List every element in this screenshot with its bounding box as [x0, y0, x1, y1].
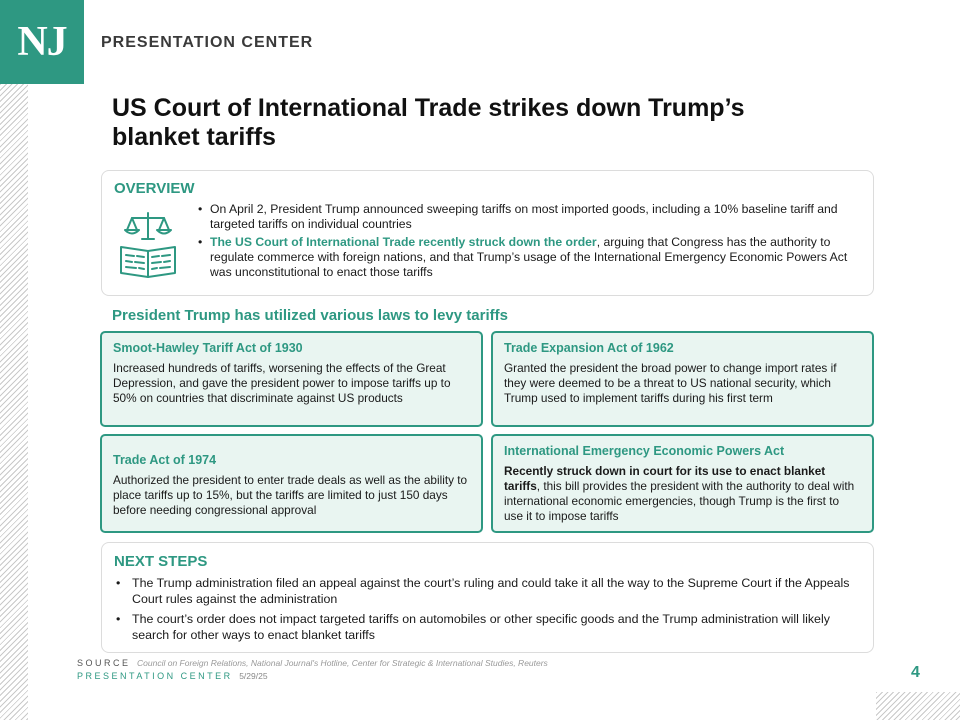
- law-card-body: Increased hundreds of tariffs, worsening the effects of the Great Depression, and gave the president power to impose tariffs up to 50% on countries that discriminate against US products: [113, 361, 451, 405]
- law-card-title: Smoot-Hawley Tariff Act of 1930: [113, 341, 303, 355]
- law-card-body-rest: , this bill provides the president with the authority to deal with international economic emergencies, though Trump is the first to use it to impose tariffs: [504, 479, 855, 523]
- source-text: Council on Foreign Relations, National Journal's Hotline, Center for Strategic & International Studies, Reuters: [137, 658, 548, 668]
- next-steps-list: [114, 575, 862, 647]
- law-card-title: International Emergency Economic Powers Act: [504, 444, 785, 458]
- next-steps-bullet: • The court’s order does not impact targeted tariffs on automobiles or other specific goods and the Trump administration will likely search for other ways to enact blanket tariffs: [114, 611, 862, 643]
- overview-list: [194, 202, 858, 283]
- law-card-title: Trade Act of 1974: [113, 453, 217, 467]
- law-card-body: Granted the president the broad power to change import rates if they were deemed to be a threat to US national security, which Trump used to implement tariffs during his first term: [504, 361, 837, 405]
- footer-date: 5/29/25: [239, 671, 268, 681]
- overview-bullet-text: , arguing that Congress has the authority to regulate commerce with foreign nations, and that Trump’s usage of the International Emergency Economic Powers Act was unconstitutional to enact those tariffs: [210, 235, 848, 279]
- source-line: [77, 658, 548, 668]
- law-card-body: [504, 464, 861, 524]
- overview-highlight-text: The US Court of International Trade recently struck down the order: [210, 235, 597, 249]
- decorative-stripes-left: [0, 84, 28, 720]
- scales-of-justice-book-icon: [118, 209, 178, 279]
- law-card-body: Authorized the president to enter trade deals as well as the ability to place tariffs up to 15%, but the tariffs are limited to just 150 days before needing congressional approval: [113, 473, 468, 517]
- law-card-smoot-hawley: [100, 331, 483, 427]
- law-card-trade-expansion: [491, 331, 874, 427]
- decorative-stripes-bottom-right: [876, 692, 960, 720]
- slide-title: US Court of International Trade strikes down Trump’s blanket tariffs: [112, 94, 745, 151]
- next-steps-heading: NEXT STEPS: [114, 553, 208, 570]
- laws-heading: President Trump has utilized various laws to levy tariffs: [112, 307, 508, 324]
- overview-bullet: [194, 235, 858, 280]
- overview-panel: [101, 170, 874, 296]
- footer-center-label: PRESENTATION CENTER: [77, 671, 233, 681]
- source-label: SOURCE: [77, 658, 131, 668]
- next-steps-panel: [101, 542, 874, 653]
- page-number: 4: [911, 664, 920, 681]
- next-steps-bullet: • The Trump administration filed an appeal against the court’s ruling and could take it all the way to the Supreme Court if the Appeals Court rules against the administration: [114, 575, 862, 607]
- footer-line: [77, 671, 268, 681]
- brand-name: PRESENTATION CENTER: [101, 34, 314, 51]
- overview-heading: OVERVIEW: [114, 180, 195, 197]
- nj-logo: NJ: [0, 0, 84, 84]
- overview-bullet: [194, 202, 858, 232]
- law-card-body-bold: Recently struck down in court for its use to enact blanket tariffs: [504, 464, 826, 493]
- overview-bullet-text: On April 2, President Trump announced sweeping tariffs on most imported goods, including a 10% baseline tariff and targeted tariffs on individual countries: [210, 202, 838, 231]
- law-card-trade-act-1974: [100, 434, 483, 533]
- law-card-title: Trade Expansion Act of 1962: [504, 341, 674, 355]
- law-card-ieepa: [491, 434, 874, 533]
